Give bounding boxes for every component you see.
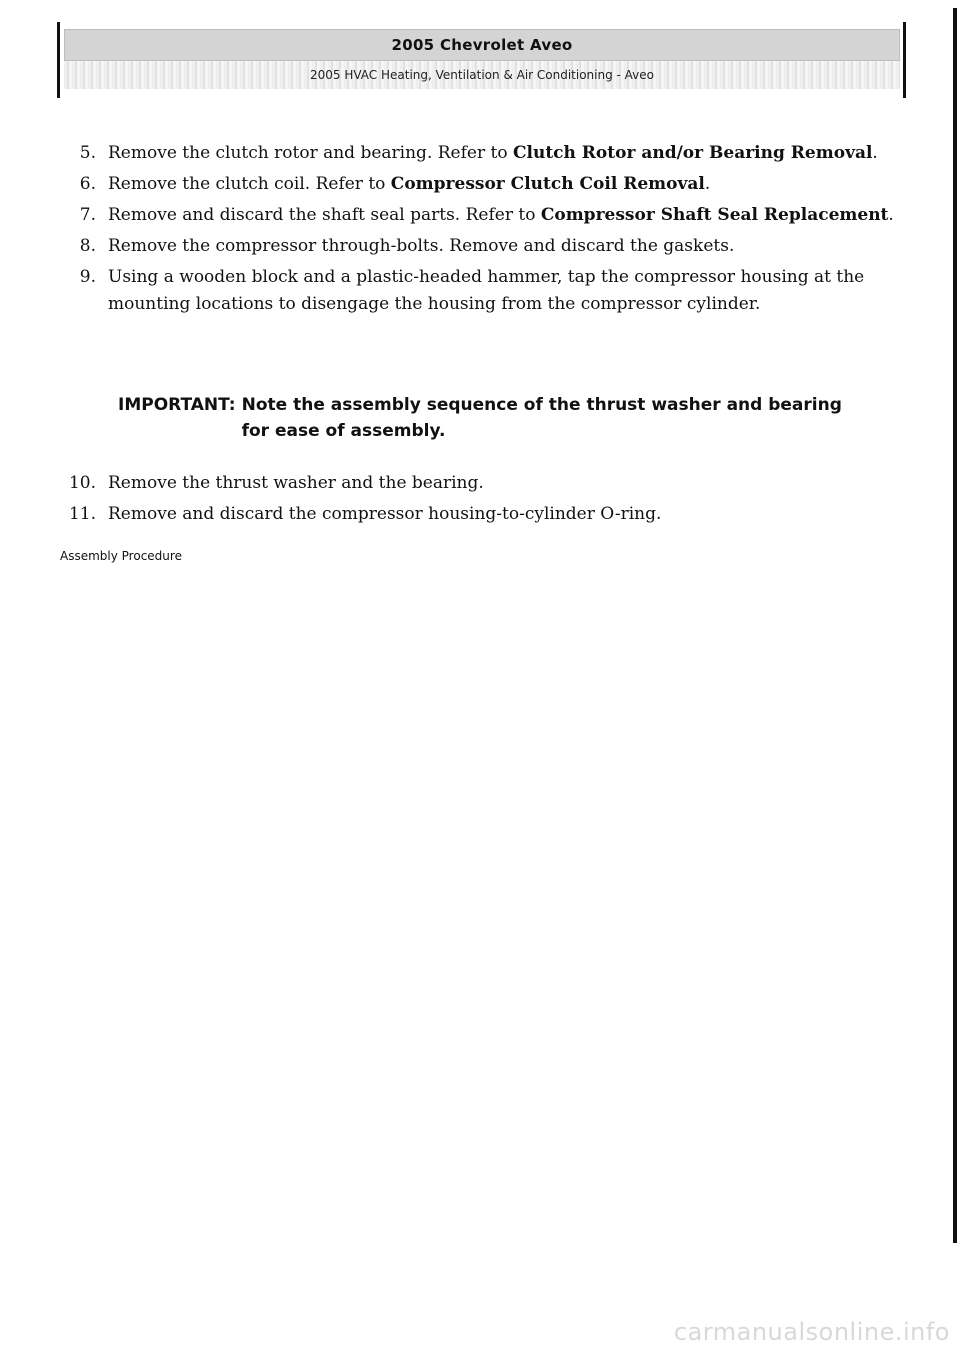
step-number: 6.: [79, 174, 96, 194]
document-subtitle: 2005 HVAC Heating, Ventilation & Air Conditioning - Aveo: [64, 61, 900, 89]
step-body: Remove the clutch rotor and bearing. Refer to: [108, 143, 513, 163]
step-5: [60, 140, 900, 167]
step-number: 8.: [79, 236, 96, 256]
step-number: 5.: [79, 143, 96, 163]
assembly-procedure-heading: Assembly Procedure: [60, 549, 182, 563]
step-text: Remove and discard the compressor housing-to-cylinder O-ring.: [108, 504, 662, 524]
document-title: 2005 Chevrolet Aveo: [64, 29, 900, 61]
step-text: [108, 171, 900, 198]
step-number: 9.: [79, 267, 96, 287]
step-tail: .: [704, 174, 711, 194]
step-reference[interactable]: Clutch Rotor and/or Bearing Removal: [512, 143, 873, 163]
step-number: 11.: [68, 504, 96, 524]
step-10: [60, 470, 900, 497]
step-body: Remove and discard the shaft seal parts. Refer to: [108, 205, 541, 225]
step-reference[interactable]: Compressor Clutch Coil Removal: [390, 174, 705, 194]
step-number: 7.: [79, 205, 96, 225]
step-9: [60, 264, 900, 318]
page-edge-rule: [953, 8, 957, 1243]
step-text: [108, 140, 900, 167]
step-tail: .: [872, 143, 878, 163]
step-tail: .: [888, 205, 894, 225]
step-number: 10.: [68, 473, 96, 493]
step-text: Remove the compressor through-bolts. Remove and discard the gaskets.: [108, 236, 735, 256]
step-body: Remove the clutch coil. Refer to: [108, 174, 391, 194]
procedure-steps-b: [60, 470, 900, 532]
step-text: Using a wooden block and a plastic-headed hammer, tap the compressor housing at the mounting locations to disengage the housing from the compressor cylinder.: [108, 267, 865, 314]
step-8: [60, 233, 900, 260]
step-text: [108, 202, 900, 229]
step-7: [60, 202, 900, 229]
document-header: [64, 29, 900, 89]
step-text: Remove the thrust washer and the bearing.: [108, 473, 484, 493]
step-11: [60, 501, 900, 528]
important-text: Note the assembly sequence of the thrust washer and bearing for ease of assembly.: [241, 395, 842, 441]
procedure-steps-a: [60, 140, 900, 322]
step-6: [60, 171, 900, 198]
header-right-rule: [903, 22, 906, 98]
header-left-rule: [57, 22, 60, 98]
important-label: IMPORTANT:: [118, 395, 236, 415]
watermark-text: carmanualsonline.info: [673, 1318, 950, 1346]
important-note: [118, 392, 858, 444]
step-reference[interactable]: Compressor Shaft Seal Replacement: [540, 205, 889, 225]
